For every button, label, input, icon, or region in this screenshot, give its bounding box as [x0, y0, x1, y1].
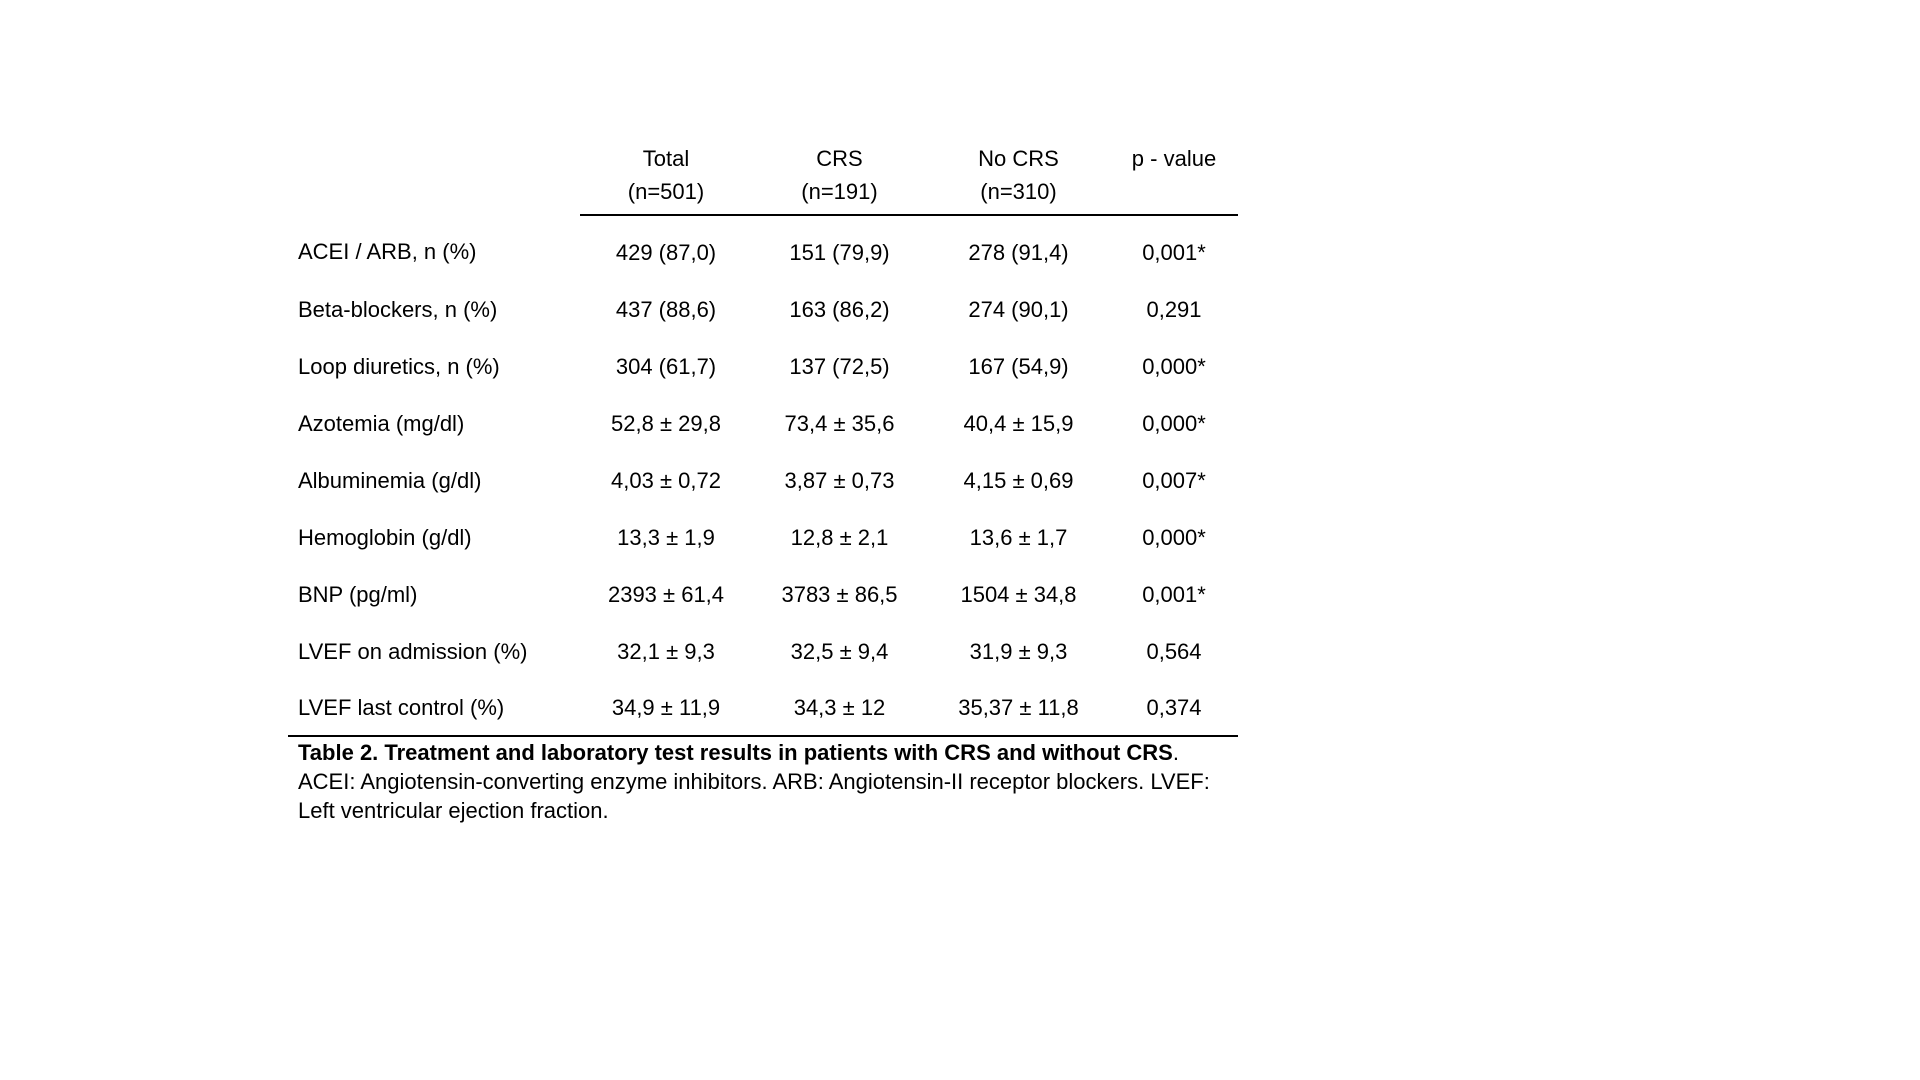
- header-crs-label: CRS: [816, 146, 863, 171]
- header-cell-no-crs: [927, 142, 1110, 215]
- p-value: 0,000*: [1142, 524, 1206, 550]
- crs-value: 137 (72,5): [789, 353, 890, 379]
- table-row: [288, 215, 1238, 281]
- total-value: 4,03 ± 0,72: [611, 467, 721, 493]
- header-p-value-label: p - value: [1131, 146, 1217, 171]
- caption-title-end: .: [1172, 740, 1179, 765]
- row-label: LVEF last control (%): [288, 680, 580, 736]
- p-value: 0,001*: [1142, 581, 1206, 607]
- results-table: [288, 142, 1238, 737]
- table-row: [288, 509, 1238, 566]
- crs-value: 3783 ± 86,5: [781, 581, 898, 607]
- table-caption: [298, 738, 1248, 825]
- total-value: 2393 ± 61,4: [607, 581, 725, 607]
- row-label: BNP (pg/ml): [298, 581, 418, 607]
- header-no-crs-label: No CRS: [978, 146, 1059, 171]
- header-cell-total: [580, 142, 752, 215]
- total-value: 437 (88,6): [615, 296, 717, 322]
- table-row: [288, 395, 1238, 452]
- total-value: 13,3 ± 1,9: [617, 524, 715, 550]
- crs-value: 12,8 ± 2,1: [790, 524, 889, 550]
- row-label: Loop diuretics, n (%): [298, 353, 500, 379]
- row-label: LVEF on admission (%): [298, 638, 528, 664]
- total-value: 34,9 ± 11,9: [580, 680, 752, 736]
- p-value: 0,000*: [1142, 353, 1206, 379]
- header-no-crs-n: (n=310): [980, 179, 1057, 204]
- total-value: 304 (61,7): [615, 353, 717, 379]
- no-crs-value: 167 (54,9): [968, 353, 1069, 379]
- results-table-container: [288, 142, 1238, 737]
- table-row: [288, 623, 1238, 680]
- p-value: 0,291: [1146, 296, 1202, 322]
- row-label: Hemoglobin (g/dl): [298, 524, 472, 550]
- crs-value: 32,5 ± 9,4: [790, 638, 889, 664]
- total-value: 52,8 ± 29,8: [611, 410, 721, 436]
- header-row: [288, 142, 1238, 215]
- p-value: 0,001*: [1142, 239, 1206, 265]
- table-row: [288, 566, 1238, 623]
- table-row: [288, 281, 1238, 338]
- p-value: 0,564: [1146, 638, 1202, 664]
- header-total-n: (n=501): [627, 179, 705, 204]
- no-crs-value: 31,9 ± 9,3: [969, 638, 1068, 664]
- no-crs-value: 278 (91,4): [968, 239, 1069, 265]
- table-row: [288, 338, 1238, 395]
- total-value: 429 (87,0): [615, 239, 717, 265]
- p-value: 0,007*: [1142, 467, 1206, 493]
- header-crs-n: (n=191): [801, 179, 878, 204]
- p-value: 0,000*: [1142, 410, 1206, 436]
- header-total-label: Total: [642, 146, 690, 171]
- total-value: 32,1 ± 9,3: [617, 638, 715, 664]
- row-label: ACEI / ARB, n (%): [298, 239, 477, 264]
- row-label: Albuminemia (g/dl): [298, 467, 482, 493]
- caption-title-line: [298, 738, 1248, 767]
- no-crs-value: 1504 ± 34,8: [960, 581, 1077, 607]
- caption-note: ACEI: Angiotensin-converting enzyme inhibitors. ARB: Angiotensin-II receptor blockers. LVEF: Left ventricular ejection fraction.: [298, 769, 1210, 823]
- no-crs-value: 35,37 ± 11,8: [927, 680, 1110, 736]
- header-cell-p-value: [1110, 142, 1238, 215]
- table-row: [288, 452, 1238, 509]
- row-label: Beta-blockers, n (%): [298, 296, 498, 322]
- table-row: [288, 680, 1238, 736]
- caption-title: Table 2. Treatment and laboratory test results in patients with CRS and without CRS: [298, 740, 1173, 765]
- crs-value: 163 (86,2): [789, 296, 890, 322]
- crs-value: 3,87 ± 0,73: [784, 467, 895, 493]
- no-crs-value: 40,4 ± 15,9: [963, 410, 1074, 436]
- p-value: 0,374: [1110, 680, 1238, 736]
- no-crs-value: 4,15 ± 0,69: [963, 467, 1074, 493]
- row-label: Azotemia (mg/dl): [298, 410, 465, 436]
- no-crs-value: 274 (90,1): [968, 296, 1069, 322]
- header-cell-empty: [288, 142, 580, 215]
- crs-value: 34,3 ± 12: [752, 680, 927, 736]
- header-cell-crs: [752, 142, 927, 215]
- no-crs-value: 13,6 ± 1,7: [969, 524, 1068, 550]
- crs-value: 151 (79,9): [789, 239, 890, 265]
- crs-value: 73,4 ± 35,6: [784, 410, 895, 436]
